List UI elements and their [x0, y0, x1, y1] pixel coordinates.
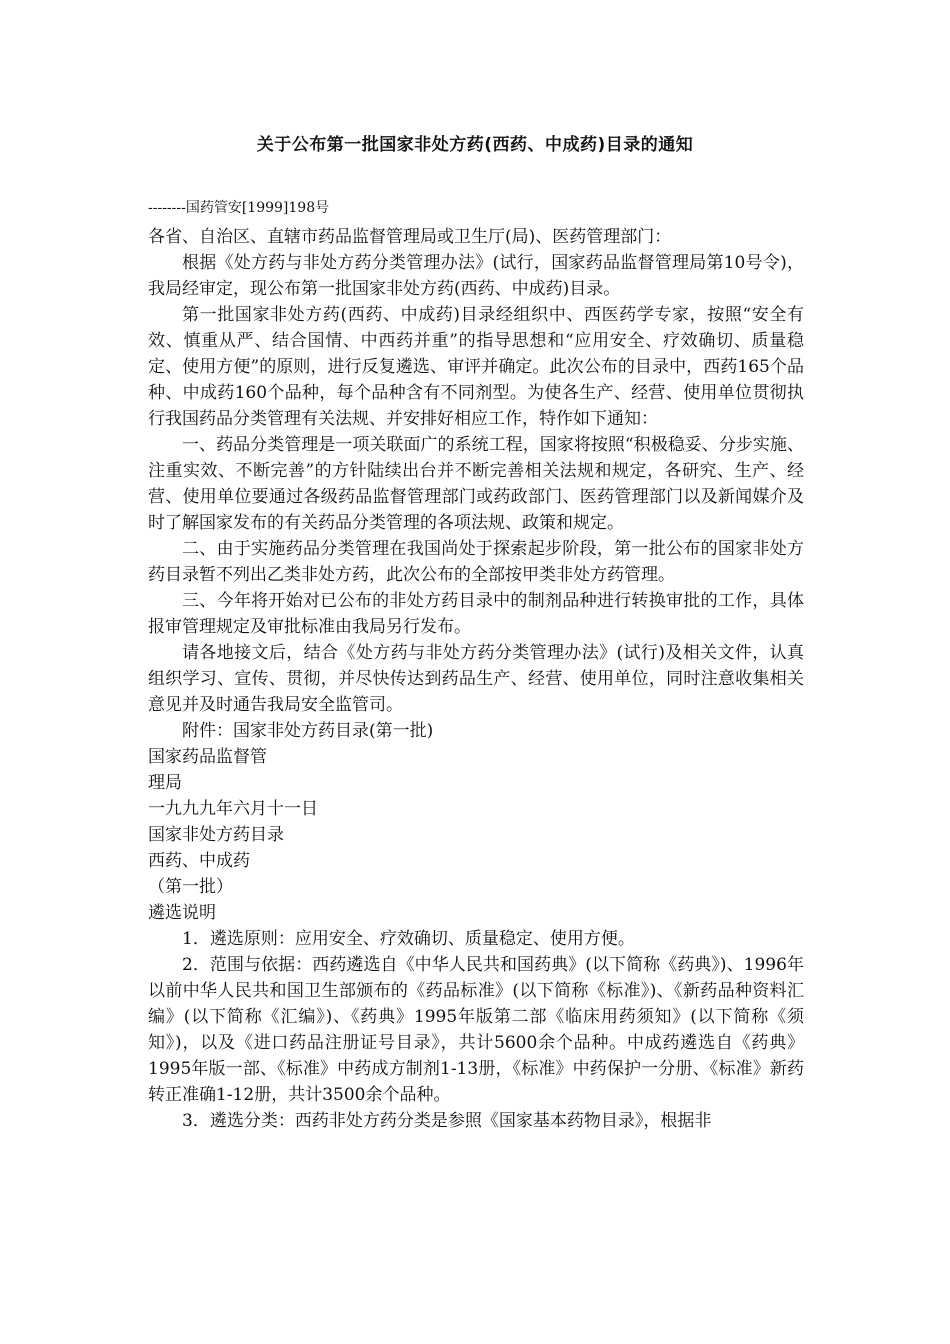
signature-line-1: 国家药品监督管 [148, 747, 267, 767]
appendix-batch: （第一批） [148, 877, 233, 897]
appendix-title: 国家非处方药目录 [148, 825, 284, 845]
selection-item-3: 3．遴选分类：西药非处方药分类是参照《国家基本药物目录》，根据非 [182, 1111, 712, 1131]
selection-item-1: 1．遴选原则：应用安全、疗效确切、质量稳定、使用方便。 [182, 929, 635, 949]
selection-item-2: 2．范围与依据：西药遴选自《中华人民共和国药典》(以下简称《药典》)、1996年以前中华人民共和国卫生部颁布的《药品标准》(以下简称《标准》)、《新药品种资料汇编》(以下简称《汇编》)、《药典》1995年版第二部《临床用药须知》(以下简称《须知》)，以及《进口药品注册证号目录》，共计5600余个品种。中成药遴选自《药典》1995年版一部、《标准》中药成方制剂1-13册，《标准》中药保护一分册、《标准》新药转正准确1-12册，共计3500余个品种。 [148, 955, 804, 1105]
paragraph-6: 请各地接文后，结合《处方药与非处方药分类管理办法》(试行)及相关文件，认真组织学习、宣传、贯彻，并尽快传达到药品生产、经营、使用单位，同时注意收集相关意见并及时通告我局安全监管司。 [148, 643, 804, 715]
salutation: 各省、自治区、直辖市药品监督管理局或卫生厅(局)、医药管理部门： [148, 227, 672, 247]
selection-heading: 遴选说明 [148, 903, 216, 923]
paragraph-1: 根据《处方药与非处方药分类管理办法》(试行，国家药品监督管理局第10号令)，我局经审定，现公布第一批国家非处方药(西药、中成药)目录。 [148, 253, 804, 299]
issue-date: 一九九九年六月十一日 [148, 799, 318, 819]
document-number: --------国药管安[1999]198号 [148, 200, 330, 216]
document-body [148, 224, 804, 1134]
paragraph-4: 二、由于实施药品分类管理在我国尚处于探索起步阶段，第一批公布的国家非处方药目录暂不列出乙类非处方药，此次公布的全部按甲类非处方药管理。 [148, 539, 804, 585]
appendix-subtitle: 西药、中成药 [148, 851, 250, 871]
document-title: 关于公布第一批国家非处方药(西药、中成药)目录的通知 [256, 135, 694, 155]
attachment-line: 附件：国家非处方药目录(第一批) [182, 721, 434, 741]
paragraph-5: 三、今年将开始对已公布的非处方药目录中的制剂品种进行转换审批的工作，具体报审管理规定及审批标准由我局另行发布。 [148, 591, 804, 637]
signature-line-2: 理局 [148, 773, 182, 793]
paragraph-3: 一、药品分类管理是一项关联面广的系统工程，国家将按照“积极稳妥、分步实施、注重实效、不断完善”的方针陆续出台并不断完善相关法规和规定，各研究、生产、经营、使用单位要通过各级药品监督管理部门或药政部门、医药管理部门以及新闻媒介及时了解国家发布的有关药品分类管理的各项法规、政策和规定。 [148, 435, 804, 533]
paragraph-2: 第一批国家非处方药(西药、中成药)目录经组织中、西医药学专家，按照“安全有效、慎重从严、结合国情、中西药并重”的指导思想和“应用安全、疗效确切、质量稳定、使用方便”的原则，进行反复遴选、审评并确定。此次公布的目录中，西药165个品种、中成药160个品种，每个品种含有不同剂型。为使各生产、经营、使用单位贯彻执行我国药品分类管理有关法规、并安排好相应工作，特作如下通知： [148, 305, 804, 429]
